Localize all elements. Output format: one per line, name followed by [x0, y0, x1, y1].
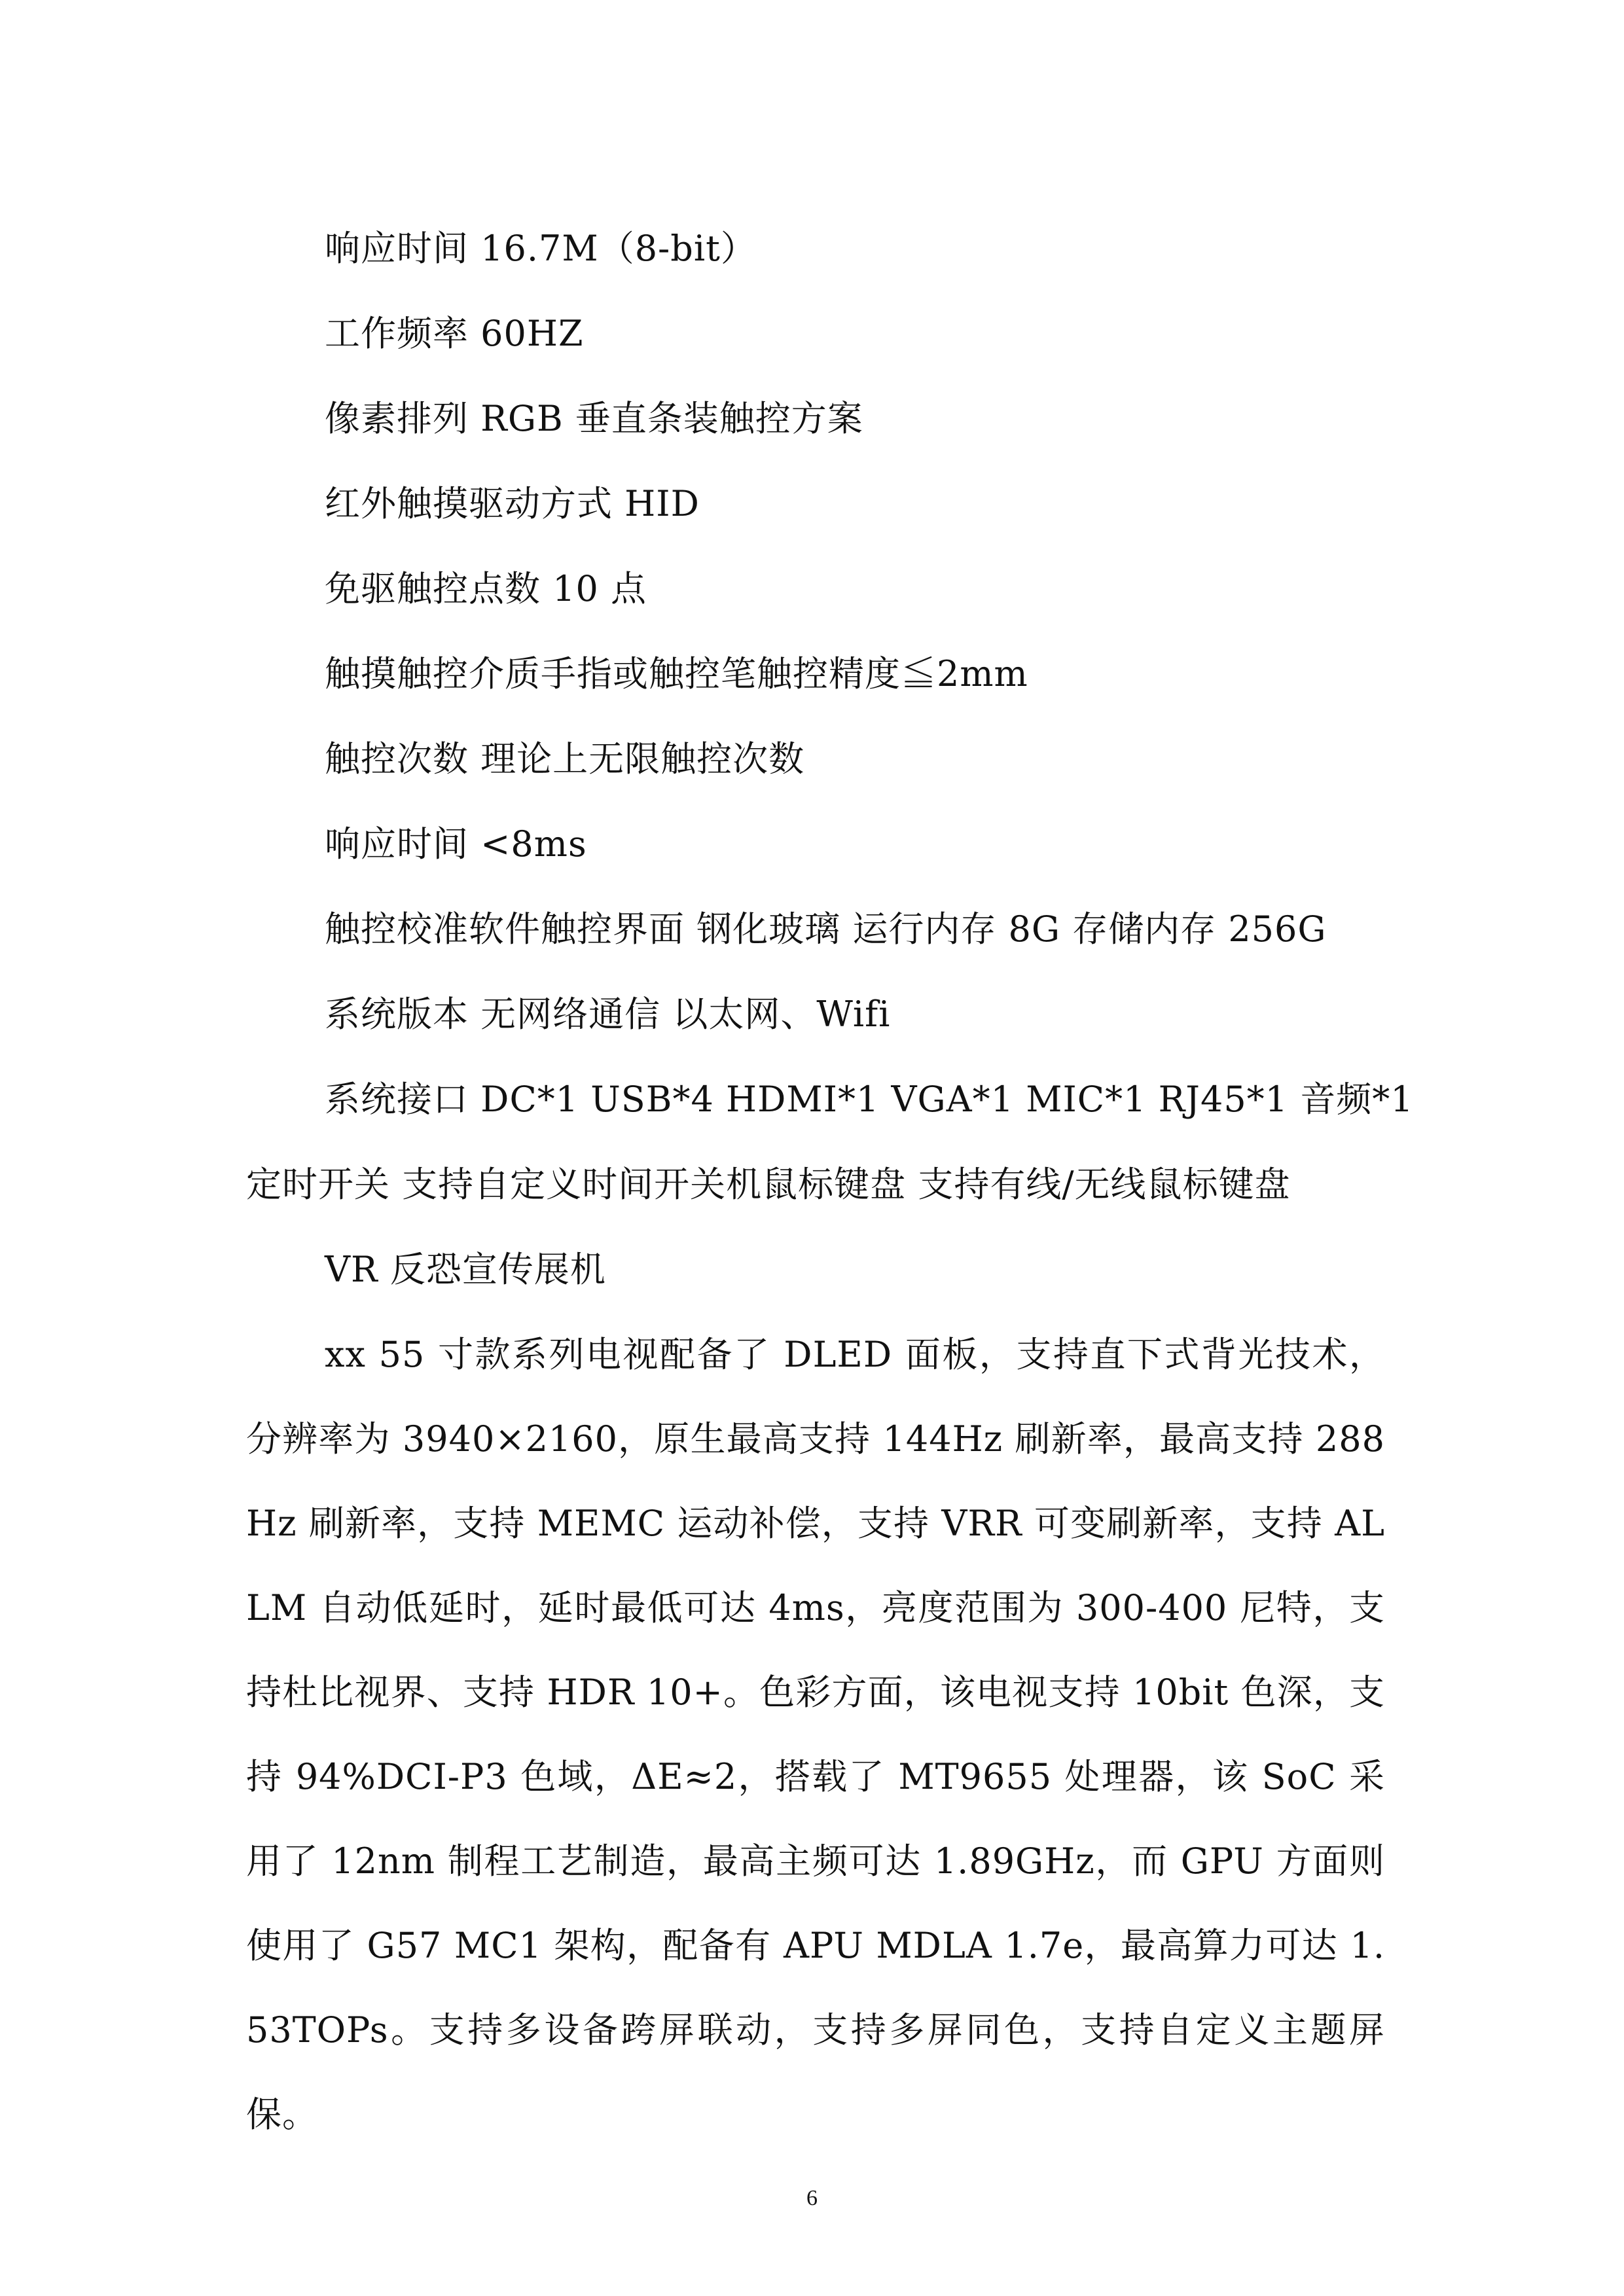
- spec-line-touch-driver: 红外触摸驱动方式 HID: [325, 483, 700, 524]
- spec-line-touch-points: 免驱触控点数 10 点: [325, 568, 647, 609]
- spec-line-ports: 系统接口 DC*1 USB*4 HDMI*1 VGA*1 MIC*1 RJ45*1 音频*1: [325, 1079, 1414, 1120]
- spec-line-timer-switch: 定时开关 支持自定义时间开关机鼠标键盘 支持有线/无线鼠标键盘: [246, 1164, 1291, 1205]
- spec-line-calibration-memory: 触控校准软件触控界面 钢化玻璃 运行内存 8G 存储内存 256G: [325, 908, 1327, 950]
- spec-line-pixel-arrangement: 像素排列 RGB 垂直条装触控方案: [325, 398, 863, 439]
- page-content: [246, 206, 1414, 2157]
- description-paragraph: xx 55 寸款系列电视配备了 DLED 面板，支持直下式背光技术，分辨率为 3940×2160，原生最高支持 144Hz 刷新率，最高支持 288Hz 刷新率，支持 MEMC 运动补偿，支持 VRR 可变刷新率，支持 ALLM 自动低延时，延时最低可达 4ms，亮度范围为 300-400 尼特，支持杜比视界、支持 HDR 10+。色彩方面，该电视支持 10bit 色深，支持 94%DCI-P3 色域，ΔE≈2，搭载了 MT9655 处理器，该 SoC 采用了 12nm 制程工艺制造，最高主频可达 1.89GHz，而 GPU 方面则使用了 G57 MC1 架构，配备有 APU MDLA 1.7e，最高算力可达 1.53TOPs。支持多设备跨屏联动，支持多屏同色，支持自定义主题屏保。: [246, 1334, 1385, 2135]
- page-number: 6: [806, 2186, 818, 2210]
- spec-line-system-version: 系统版本 无网络通信 以太网、Wifi: [325, 994, 891, 1035]
- spec-line-response-time: 响应时间 <8ms: [325, 823, 587, 865]
- section-title: VR 反恐宣传展机: [325, 1249, 606, 1290]
- spec-line-touch-count: 触控次数 理论上无限触控次数: [325, 738, 805, 780]
- spec-line-response-time-color: 响应时间 16.7M（8-bit）: [325, 228, 757, 269]
- spec-line-touch-precision: 触摸触控介质手指或触控笔触控精度≦2mm: [325, 653, 1028, 694]
- spec-line-frequency: 工作频率 60HZ: [325, 313, 584, 354]
